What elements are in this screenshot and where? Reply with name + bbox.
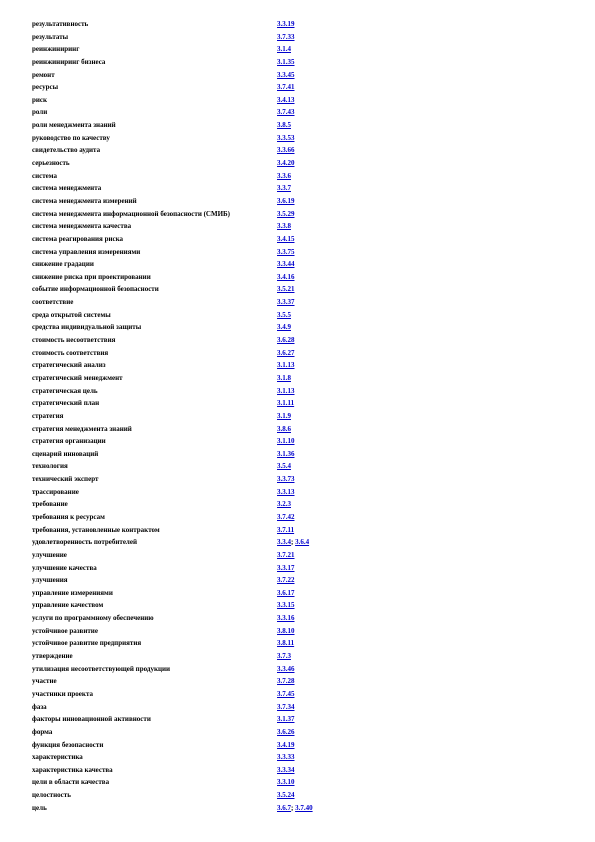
section-ref-link[interactable]: 3.3.13 bbox=[277, 487, 295, 496]
index-refs bbox=[277, 460, 291, 473]
ref-separator: ; bbox=[291, 538, 294, 547]
index-entry bbox=[32, 233, 572, 246]
index-entry bbox=[32, 220, 572, 233]
section-ref-link[interactable]: 3.1.4 bbox=[277, 45, 291, 54]
section-ref-link[interactable]: 3.3.10 bbox=[277, 778, 295, 787]
section-ref-link[interactable]: 3.3.6 bbox=[277, 171, 291, 180]
index-term: устойчивое развитие предприятия bbox=[32, 639, 142, 648]
index-entry bbox=[32, 448, 572, 461]
index-term: улучшение bbox=[32, 550, 67, 559]
index-term: участие bbox=[32, 677, 57, 686]
index-term: услуги по программному обеспечению bbox=[32, 614, 154, 623]
index-refs bbox=[277, 283, 295, 296]
index-entry bbox=[32, 663, 572, 676]
section-ref-link[interactable]: 3.2.3 bbox=[277, 500, 291, 509]
section-ref-link[interactable]: 3.4.16 bbox=[277, 272, 295, 281]
section-ref-link[interactable]: 3.3.75 bbox=[277, 247, 295, 256]
index-entry bbox=[32, 334, 572, 347]
index-term: стратегия организации bbox=[32, 437, 106, 446]
index-term: целостность bbox=[32, 791, 71, 800]
section-ref-link[interactable]: 3.7.45 bbox=[277, 689, 295, 698]
index-refs bbox=[277, 473, 295, 486]
index-term: соответствие bbox=[32, 298, 74, 307]
index-term: факторы инновационной активности bbox=[32, 715, 151, 724]
index-entry bbox=[32, 309, 572, 322]
section-ref-link[interactable]: 3.6.19 bbox=[277, 196, 295, 205]
index-entry bbox=[32, 776, 572, 789]
index-refs bbox=[277, 195, 295, 208]
section-ref-link[interactable]: 3.7.22 bbox=[277, 576, 295, 585]
index-entry bbox=[32, 486, 572, 499]
index-entry bbox=[32, 764, 572, 777]
index-entry bbox=[32, 410, 572, 423]
section-ref-link[interactable]: 3.1.13 bbox=[277, 386, 295, 395]
section-ref-link[interactable]: 3.1.9 bbox=[277, 411, 291, 420]
index-refs bbox=[277, 688, 295, 701]
index-refs bbox=[277, 233, 295, 246]
index-term: улучшения bbox=[32, 576, 68, 585]
index-term: требования, установленные контрактом bbox=[32, 525, 160, 534]
index-refs bbox=[277, 713, 295, 726]
index-term: трассирование bbox=[32, 487, 79, 496]
index-refs bbox=[277, 119, 291, 132]
index-entry bbox=[32, 208, 572, 221]
section-ref-link[interactable]: 3.6.4 bbox=[295, 538, 310, 547]
index-entry bbox=[32, 81, 572, 94]
index-term: цель bbox=[32, 803, 47, 812]
section-ref-link[interactable]: 3.3.7 bbox=[277, 184, 291, 193]
index-entry bbox=[32, 397, 572, 410]
section-ref-link[interactable]: 3.1.37 bbox=[277, 715, 295, 724]
section-ref-link[interactable]: 3.5.24 bbox=[277, 791, 295, 800]
index-term: стоимость несоответствия bbox=[32, 336, 116, 345]
index-entry bbox=[32, 675, 572, 688]
section-ref-link[interactable]: 3.3.46 bbox=[277, 664, 295, 673]
index-term: ремонт bbox=[32, 70, 55, 79]
index-term: снижение риска при проектировании bbox=[32, 272, 151, 281]
index-term: роли менеджмента знаний bbox=[32, 121, 116, 130]
section-ref-link[interactable]: 3.8.10 bbox=[277, 626, 295, 635]
index-term: реинжиниринг бизнеса bbox=[32, 57, 106, 66]
index-term: свидетельство аудита bbox=[32, 146, 101, 155]
section-ref-link[interactable]: 3.4.15 bbox=[277, 234, 295, 243]
index-refs bbox=[277, 701, 295, 714]
index-refs bbox=[277, 612, 295, 625]
index-entry bbox=[32, 372, 572, 385]
section-ref-link[interactable]: 3.3.34 bbox=[277, 765, 295, 774]
index-term: система реагирования риска bbox=[32, 234, 124, 243]
index-term: средства индивидуальной защиты bbox=[32, 323, 142, 332]
section-ref-link[interactable]: 3.1.11 bbox=[277, 399, 295, 408]
index-refs bbox=[277, 599, 295, 612]
section-ref-link[interactable]: 3.7.11 bbox=[277, 525, 295, 534]
index-entry bbox=[32, 157, 572, 170]
section-ref-link[interactable]: 3.5.21 bbox=[277, 285, 295, 294]
index-entry bbox=[32, 701, 572, 714]
index-refs bbox=[277, 587, 295, 600]
index-refs bbox=[277, 625, 295, 638]
index-refs bbox=[277, 789, 295, 802]
term-index bbox=[32, 18, 572, 814]
index-entry bbox=[32, 170, 572, 183]
index-entry bbox=[32, 144, 572, 157]
index-term: улучшение качества bbox=[32, 563, 97, 572]
section-ref-link[interactable]: 3.6.17 bbox=[277, 588, 295, 597]
index-term: стратегический анализ bbox=[32, 361, 106, 370]
index-refs bbox=[277, 663, 295, 676]
index-refs bbox=[277, 359, 295, 372]
index-entry bbox=[32, 271, 572, 284]
section-ref-link[interactable]: 3.7.33 bbox=[277, 32, 295, 41]
section-ref-link[interactable]: 3.3.73 bbox=[277, 475, 295, 484]
section-ref-link[interactable]: 3.7.40 bbox=[295, 803, 313, 812]
index-refs bbox=[277, 18, 295, 31]
section-ref-link[interactable]: 3.5.29 bbox=[277, 209, 295, 218]
section-ref-link[interactable]: 3.3.8 bbox=[277, 222, 291, 231]
index-refs bbox=[277, 81, 295, 94]
index-refs bbox=[277, 321, 291, 334]
index-term: требование bbox=[32, 500, 68, 509]
index-refs bbox=[277, 220, 291, 233]
index-refs bbox=[277, 549, 295, 562]
index-entry bbox=[32, 549, 572, 562]
index-term: цели в области качества bbox=[32, 778, 110, 787]
index-refs bbox=[277, 43, 291, 56]
index-refs bbox=[277, 296, 295, 309]
index-refs bbox=[277, 650, 291, 663]
index-refs bbox=[277, 157, 295, 170]
section-ref-link[interactable]: 3.7.41 bbox=[277, 83, 295, 92]
index-entry bbox=[32, 43, 572, 56]
section-ref-link[interactable]: 3.6.28 bbox=[277, 336, 295, 345]
index-entry bbox=[32, 423, 572, 436]
index-entry bbox=[32, 739, 572, 752]
index-entry bbox=[32, 726, 572, 739]
index-refs bbox=[277, 69, 295, 82]
section-ref-link[interactable]: 3.6.26 bbox=[277, 727, 295, 736]
section-ref-link[interactable]: 3.7.34 bbox=[277, 702, 295, 711]
section-ref-link[interactable]: 3.7.28 bbox=[277, 677, 295, 686]
index-term: реинжиниринг bbox=[32, 45, 80, 54]
section-ref-link[interactable]: 3.5.5 bbox=[277, 310, 291, 319]
index-refs bbox=[277, 423, 291, 436]
section-ref-link[interactable]: 3.4.19 bbox=[277, 740, 295, 749]
index-entry bbox=[32, 385, 572, 398]
index-entry bbox=[32, 536, 572, 549]
index-term: технология bbox=[32, 462, 68, 471]
index-refs bbox=[277, 309, 291, 322]
index-refs bbox=[277, 486, 295, 499]
index-refs bbox=[277, 802, 313, 815]
index-entry bbox=[32, 18, 572, 31]
index-refs bbox=[277, 397, 294, 410]
index-term: характеристика bbox=[32, 753, 83, 762]
index-refs bbox=[277, 435, 295, 448]
section-ref-link[interactable]: 3.3.17 bbox=[277, 563, 295, 572]
index-term: удовлетворенность потребителей bbox=[32, 538, 137, 547]
index-term: ресурсы bbox=[32, 83, 59, 92]
section-ref-link[interactable]: 3.4.9 bbox=[277, 323, 291, 332]
section-ref-link[interactable]: 3.5.4 bbox=[277, 462, 291, 471]
index-refs bbox=[277, 776, 295, 789]
index-refs bbox=[277, 56, 295, 69]
section-ref-link[interactable]: 3.3.4 bbox=[277, 538, 291, 547]
index-entry bbox=[32, 688, 572, 701]
index-refs bbox=[277, 562, 295, 575]
section-ref-link[interactable]: 3.3.45 bbox=[277, 70, 295, 79]
section-ref-link[interactable]: 3.7.3 bbox=[277, 652, 291, 661]
index-refs bbox=[277, 524, 294, 537]
index-refs bbox=[277, 246, 295, 259]
section-ref-link[interactable]: 3.8.11 bbox=[277, 639, 295, 648]
index-term: сценарий инноваций bbox=[32, 449, 99, 458]
index-entry bbox=[32, 751, 572, 764]
index-entry bbox=[32, 637, 572, 650]
index-entry bbox=[32, 132, 572, 145]
index-entry bbox=[32, 562, 572, 575]
index-entry bbox=[32, 31, 572, 44]
section-ref-link[interactable]: 3.7.42 bbox=[277, 512, 295, 521]
index-term: форма bbox=[32, 727, 53, 736]
index-entry bbox=[32, 460, 572, 473]
index-term: устойчивое развитие bbox=[32, 626, 98, 635]
index-refs bbox=[277, 144, 295, 157]
section-ref-link[interactable]: 3.3.33 bbox=[277, 753, 295, 762]
index-refs bbox=[277, 739, 295, 752]
section-ref-link[interactable]: 3.3.53 bbox=[277, 133, 295, 142]
index-term: стратегия bbox=[32, 411, 64, 420]
index-term: стратегический менеджмент bbox=[32, 373, 123, 382]
index-term: требования к ресурсам bbox=[32, 512, 105, 521]
section-ref-link[interactable]: 3.1.13 bbox=[277, 361, 295, 370]
index-term: результативность bbox=[32, 20, 89, 28]
index-entry bbox=[32, 246, 572, 259]
index-entry bbox=[32, 359, 572, 372]
index-term: управление измерениями bbox=[32, 588, 113, 597]
section-ref-link[interactable]: 3.3.15 bbox=[277, 601, 295, 610]
index-refs bbox=[277, 410, 291, 423]
index-refs bbox=[277, 106, 295, 119]
section-ref-link[interactable]: 3.1.8 bbox=[277, 373, 291, 382]
section-ref-link[interactable]: 3.8.5 bbox=[277, 121, 291, 130]
index-refs bbox=[277, 726, 295, 739]
section-ref-link[interactable]: 3.3.16 bbox=[277, 614, 295, 623]
section-ref-link[interactable]: 3.3.66 bbox=[277, 146, 295, 155]
index-entry bbox=[32, 94, 572, 107]
index-term: стратегическая цель bbox=[32, 386, 98, 395]
index-term: снижение градации bbox=[32, 260, 94, 269]
index-entry bbox=[32, 587, 572, 600]
index-refs bbox=[277, 170, 291, 183]
index-refs bbox=[277, 385, 295, 398]
index-term: функция безопасности bbox=[32, 740, 104, 749]
section-ref-link[interactable]: 3.6.27 bbox=[277, 348, 295, 357]
index-entry bbox=[32, 612, 572, 625]
section-ref-link[interactable]: 3.1.10 bbox=[277, 437, 295, 446]
index-refs bbox=[277, 372, 291, 385]
index-refs bbox=[277, 31, 295, 44]
section-ref-link[interactable]: 3.3.37 bbox=[277, 298, 295, 307]
index-refs bbox=[277, 94, 295, 107]
index-entry bbox=[32, 283, 572, 296]
index-refs bbox=[277, 258, 295, 271]
index-term: стратегия менеджмента знаний bbox=[32, 424, 132, 433]
index-refs bbox=[277, 347, 295, 360]
index-entry bbox=[32, 258, 572, 271]
index-refs bbox=[277, 498, 291, 511]
index-entry bbox=[32, 106, 572, 119]
index-entry bbox=[32, 321, 572, 334]
index-entry bbox=[32, 435, 572, 448]
index-term: управление качеством bbox=[32, 601, 104, 610]
index-entry bbox=[32, 650, 572, 663]
index-term: фаза bbox=[32, 702, 47, 711]
section-ref-link[interactable]: 3.3.19 bbox=[277, 20, 295, 28]
index-term: утверждение bbox=[32, 652, 73, 661]
index-entry bbox=[32, 789, 572, 802]
index-refs bbox=[277, 208, 295, 221]
index-refs bbox=[277, 182, 291, 195]
index-entry bbox=[32, 574, 572, 587]
index-term: участники проекта bbox=[32, 689, 93, 698]
index-refs bbox=[277, 448, 295, 461]
index-term: утилизация несоответствующей продукции bbox=[32, 664, 171, 673]
index-term: роли bbox=[32, 108, 48, 117]
section-ref-link[interactable]: 3.4.20 bbox=[277, 159, 295, 168]
index-entry bbox=[32, 296, 572, 309]
index-term: риск bbox=[32, 95, 48, 104]
index-term: стратегический план bbox=[32, 399, 100, 408]
section-ref-link[interactable]: 3.7.21 bbox=[277, 550, 295, 559]
index-refs bbox=[277, 574, 295, 587]
index-refs bbox=[277, 271, 295, 284]
index-term: событие информационной безопасности bbox=[32, 285, 159, 294]
index-entry bbox=[32, 119, 572, 132]
index-term: система менеджмента bbox=[32, 184, 102, 193]
index-entry bbox=[32, 473, 572, 486]
index-entry bbox=[32, 69, 572, 82]
index-term: стоимость соответствия bbox=[32, 348, 109, 357]
index-term: характеристика качества bbox=[32, 765, 113, 774]
index-entry bbox=[32, 524, 572, 537]
index-term: результаты bbox=[32, 32, 69, 41]
index-refs bbox=[277, 637, 294, 650]
index-term: система менеджмента качества bbox=[32, 222, 132, 231]
section-ref-link[interactable]: 3.6.7 bbox=[277, 803, 291, 812]
index-refs bbox=[277, 334, 295, 347]
section-ref-link[interactable]: 3.3.44 bbox=[277, 260, 295, 269]
index-term: система управления измерениями bbox=[32, 247, 141, 256]
section-ref-link[interactable]: 3.4.13 bbox=[277, 95, 295, 104]
index-entry bbox=[32, 195, 572, 208]
index-entry bbox=[32, 802, 572, 815]
index-entry bbox=[32, 625, 572, 638]
section-ref-link[interactable]: 3.1.35 bbox=[277, 57, 295, 66]
index-refs bbox=[277, 511, 295, 524]
index-entry bbox=[32, 511, 572, 524]
section-ref-link[interactable]: 3.1.36 bbox=[277, 449, 295, 458]
index-refs bbox=[277, 132, 295, 145]
index-entry bbox=[32, 498, 572, 511]
index-refs bbox=[277, 751, 295, 764]
index-term: руководство по качеству bbox=[32, 133, 110, 142]
index-refs bbox=[277, 764, 295, 777]
section-ref-link[interactable]: 3.8.6 bbox=[277, 424, 291, 433]
index-entry bbox=[32, 347, 572, 360]
index-term: серьезность bbox=[32, 159, 70, 168]
ref-separator: ; bbox=[291, 803, 294, 812]
index-term: среда открытой системы bbox=[32, 310, 111, 319]
index-entry bbox=[32, 182, 572, 195]
index-refs bbox=[277, 536, 309, 549]
index-entry bbox=[32, 56, 572, 69]
section-ref-link[interactable]: 3.7.43 bbox=[277, 108, 295, 117]
index-refs bbox=[277, 675, 295, 688]
index-entry bbox=[32, 713, 572, 726]
index-term: система bbox=[32, 171, 58, 180]
index-term: система менеджмента информационной безопасности (СМИБ) bbox=[32, 209, 231, 218]
index-entry bbox=[32, 599, 572, 612]
index-term: система менеджмента измерений bbox=[32, 196, 137, 205]
index-term: технический эксперт bbox=[32, 475, 99, 484]
